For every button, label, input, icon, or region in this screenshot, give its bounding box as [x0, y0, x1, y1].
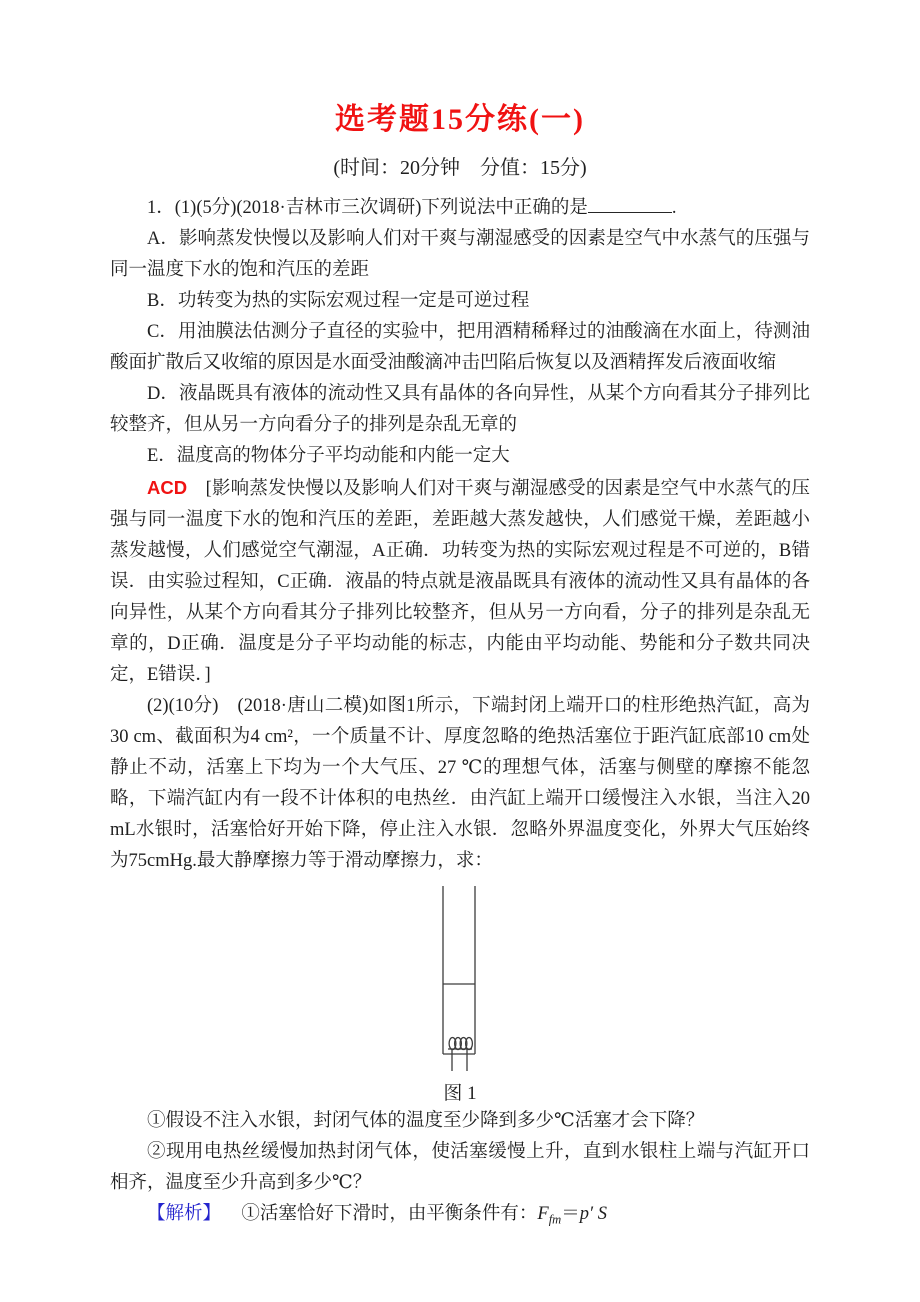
answer-analysis: [影响蒸发快慢以及影响人们对干爽与潮湿感受的因素是空气中水蒸气的压强与同一温度下水的饱和汽压的差距，差距越大蒸发越快，人们感觉干燥，差距越小蒸发越慢，人们感觉空气潮湿，A正确．功转变为热的实际宏观过程是不可逆的，B错误．由实验过程知，C正确．液晶的特点就是液晶既具有液体的流动性又具有晶体的各向异性，从某个方向看其分子排列比较整齐，但从另一方向看，分子的排列是杂乱无章的，D正确．温度是分子平均动能的标志，内能由平均动能、势能和分子数共同决定，E错误．] [110, 479, 810, 685]
answer-label: ACD [147, 477, 188, 498]
formula-subscript: fm [548, 1212, 562, 1227]
option-a: A．影响蒸发快慢以及影响人们对干爽与潮湿感受的因素是空气中水蒸气的压强与同一温度下水的饱和汽压的差距 [110, 229, 810, 280]
question-2-stem: (2)(10分) (2018·唐山二模)如图1所示，下端封闭上端开口的柱形绝热汽缸，高为30 cm、截面积为4 cm²，一个质量不计、厚度忽略的绝热活塞位于距汽缸底部10 cm处静止不动，活塞上下均为一个大气压、27 ℃的理想气体，活塞与侧壁的摩擦不能忽略，下端汽缸内有一段不计体积的电热丝．由汽缸上端开口缓慢注入水银，当注入20 mL水银时，活塞恰好开始下降，停止注入水银．忽略外界温度变化，外界大气压始终为75cmHg.最大静摩擦力等于滑动摩擦力，求： [110, 696, 810, 871]
option-e: E．温度高的物体分子平均动能和内能一定大 [147, 446, 510, 466]
cylinder-diagram [399, 882, 521, 1078]
page-title: 选考题15分练(一) [335, 103, 585, 136]
option-b: B．功转变为热的实际宏观过程一定是可逆过程 [147, 291, 530, 311]
option-d: D．液晶既具有液体的流动性又具有晶体的各向异性，从某个方向看其分子排列比较整齐，但从另一方向看分子的排列是杂乱无章的 [110, 384, 810, 435]
answer-blank [588, 194, 672, 214]
option-c: C．用油膜法估测分子直径的实验中，把用酒精稀释过的油酸滴在水面上，待测油酸面扩散后又收缩的原因是水面受油酸滴冲击凹陷后恢复以及酒精挥发后液面收缩 [110, 322, 810, 373]
formula-rhs: p′ S [579, 1204, 607, 1224]
formula-variable: F [537, 1204, 549, 1224]
formula-friction-balance [537, 1204, 607, 1227]
document-body [0, 193, 920, 1236]
exam-meta: (时间：20分钟 分值：15分) [333, 157, 587, 179]
subquestion-2: ②现用电热丝缓慢加热封闭气体，使活塞缓慢上升，直到水银柱上端与汽缸开口相齐，温度至少升高到多少℃？ [110, 1142, 810, 1193]
figure-1 [110, 882, 810, 1106]
solution-paragraph [110, 1199, 810, 1236]
solution-intro: ①活塞恰好下滑时，由平衡条件有： [241, 1204, 538, 1224]
question-1-stem-period: . [671, 198, 677, 218]
question-1-stem-text: 1．(1)(5分)(2018·吉林市三次调研)下列说法中正确的是 [147, 198, 588, 218]
heating-coil-icon [448, 1038, 472, 1050]
solution-label: 【解析】 [147, 1204, 222, 1224]
answer-paragraph [110, 472, 810, 691]
subquestion-1: ①假设不注入水银，封闭气体的温度至少降到多少℃活塞才会下降？ [147, 1111, 705, 1131]
question-1-stem [110, 193, 810, 224]
formula-equals: ＝ [561, 1204, 580, 1224]
figure-caption: 图 1 [443, 1083, 477, 1104]
